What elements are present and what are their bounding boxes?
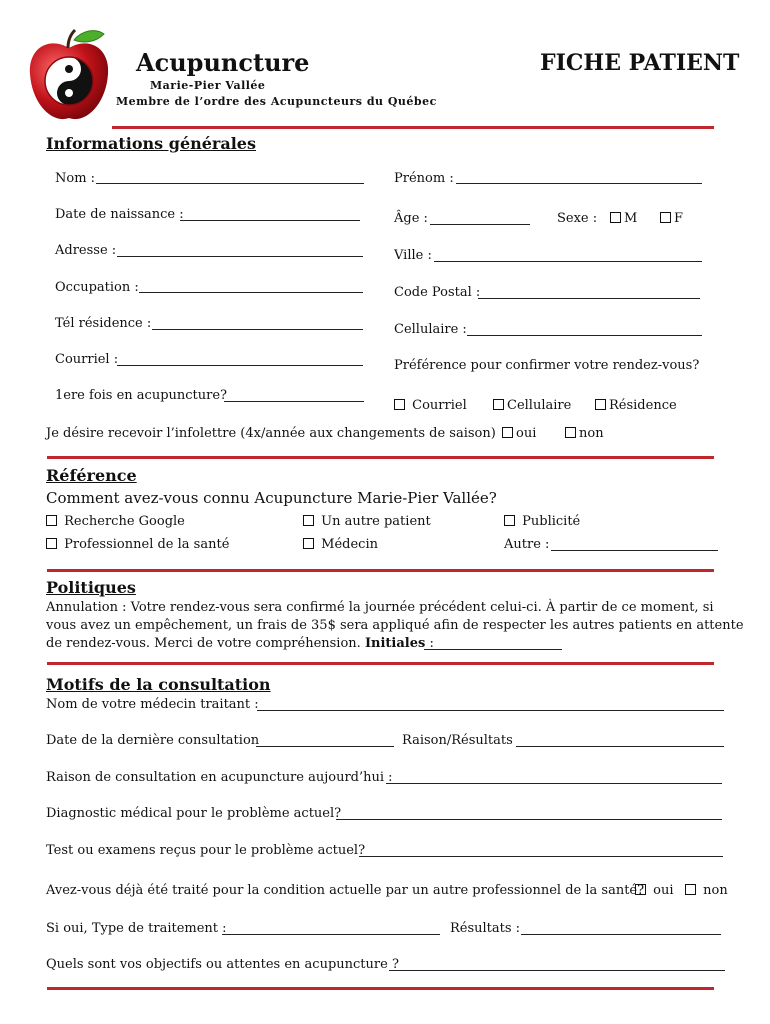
- ref-autre-patient-checkbox[interactable]: [303, 514, 431, 529]
- prenom-field[interactable]: [456, 183, 702, 184]
- diagnostic-field[interactable]: [336, 819, 722, 820]
- premiere-fois-label: 1ere fois en acupuncture?: [55, 388, 228, 403]
- pref-residence-label: Résidence: [609, 398, 677, 413]
- medecin-label: Nom de votre médecin traitant :: [46, 697, 259, 712]
- type-traitement-field[interactable]: [222, 934, 440, 935]
- resultats-field[interactable]: [521, 934, 721, 935]
- politique-line-3-wrap: [46, 636, 434, 651]
- infolettre-oui-checkbox[interactable]: [502, 426, 536, 441]
- infolettre-non-label: non: [579, 426, 604, 441]
- section-title-politiques: Politiques: [46, 578, 136, 597]
- ref-medecin-label: Médecin: [321, 537, 378, 552]
- prenom-label: Prénom :: [394, 171, 454, 186]
- ref-publicite-label: Publicité: [522, 514, 581, 529]
- adresse-field[interactable]: [117, 256, 363, 257]
- section-divider: [47, 662, 714, 665]
- raison-resultats-label: Raison/Résultats: [402, 733, 513, 748]
- politique-line-1: Annulation : Votre rendez-vous sera confirmé la journée précédent celui-ci. À partir de ce moment, si: [46, 600, 714, 615]
- ref-autre-field[interactable]: [551, 550, 718, 551]
- politique-line-2: vous avez un empêchement, un frais de 35$ sera appliqué afin de respecter les autres patients en attente: [46, 618, 744, 633]
- section-divider: [47, 569, 714, 572]
- type-traitement-label: Si oui, Type de traitement :: [46, 921, 227, 936]
- medecin-field[interactable]: [257, 710, 724, 711]
- naissance-field[interactable]: [180, 220, 360, 221]
- section-title-reference: Référence: [46, 466, 137, 485]
- objectifs-label: Quels sont vos objectifs ou attentes en acupuncture ?: [46, 957, 399, 972]
- ref-professionnel-checkbox[interactable]: [46, 537, 229, 552]
- cellulaire-label: Cellulaire :: [394, 322, 467, 337]
- sexe-label: Sexe :: [557, 211, 598, 226]
- cellulaire-field[interactable]: [467, 335, 702, 336]
- age-field[interactable]: [430, 224, 530, 225]
- pref-cellulaire-label: Cellulaire: [507, 398, 572, 413]
- tel-residence-label: Tél résidence :: [55, 316, 152, 331]
- infolettre-label: Je désire recevoir l’infolettre (4x/année aux changements de saison): [46, 426, 496, 441]
- traite-oui-label: oui: [653, 883, 674, 898]
- sexe-f-label: F: [674, 211, 684, 226]
- occupation-label: Occupation :: [55, 280, 139, 295]
- infolettre-non-checkbox[interactable]: [565, 426, 604, 441]
- ville-label: Ville :: [394, 248, 432, 263]
- code-postal-label: Code Postal :: [394, 285, 481, 300]
- pref-courriel-label: Courriel: [412, 398, 467, 413]
- pref-cellulaire-checkbox[interactable]: [493, 398, 571, 413]
- brand-title: Acupuncture: [136, 48, 310, 77]
- sexe-m-label: M: [624, 211, 638, 226]
- pref-courriel-checkbox[interactable]: [394, 398, 467, 413]
- ref-professionnel-label: Professionnel de la santé: [64, 537, 230, 552]
- traite-non-checkbox[interactable]: [685, 883, 728, 898]
- practitioner-name: Marie-Pier Vallée: [150, 79, 266, 92]
- ref-publicite-checkbox[interactable]: [504, 514, 580, 529]
- traite-oui-checkbox[interactable]: [635, 883, 674, 898]
- traite-non-label: non: [703, 883, 728, 898]
- diagnostic-label: Diagnostic médical pour le problème actuel?: [46, 806, 342, 821]
- age-label: Âge :: [394, 211, 428, 226]
- resultats-label: Résultats :: [450, 921, 521, 936]
- sexe-f-checkbox[interactable]: [660, 211, 683, 226]
- initiales-colon: :: [425, 636, 434, 651]
- raison-resultats-field[interactable]: [516, 746, 724, 747]
- initiales-field[interactable]: [424, 649, 562, 650]
- infolettre-oui-label: oui: [516, 426, 537, 441]
- preference-label: Préférence pour confirmer votre rendez-vous?: [394, 358, 700, 373]
- section-title-general: Informations générales: [46, 134, 256, 153]
- test-field[interactable]: [359, 856, 723, 857]
- sexe-m-checkbox[interactable]: [610, 211, 637, 226]
- reference-question: Comment avez-vous connu Acupuncture Marie-Pier Vallée?: [46, 489, 497, 507]
- apple-yinyang-logo: [24, 26, 114, 126]
- objectifs-field[interactable]: [389, 970, 725, 971]
- derniere-consultation-field[interactable]: [256, 746, 394, 747]
- raison-acupuncture-label: Raison de consultation en acupuncture aujourd’hui :: [46, 770, 393, 785]
- ville-field[interactable]: [434, 261, 702, 262]
- raison-acupuncture-field[interactable]: [386, 783, 722, 784]
- adresse-label: Adresse :: [55, 243, 117, 258]
- section-title-motifs: Motifs de la consultation: [46, 675, 271, 694]
- nom-field[interactable]: [96, 183, 364, 184]
- ref-medecin-checkbox[interactable]: [303, 537, 378, 552]
- pref-residence-checkbox[interactable]: [595, 398, 677, 413]
- courriel-label: Courriel :: [55, 352, 119, 367]
- premiere-fois-field[interactable]: [224, 401, 364, 402]
- traite-label: Avez-vous déjà été traité pour la condition actuelle par un autre professionnel de la santé?: [46, 883, 645, 898]
- ref-autre-label: Autre :: [504, 537, 550, 552]
- occupation-field[interactable]: [139, 292, 363, 293]
- derniere-consultation-label: Date de la dernière consultation: [46, 733, 260, 748]
- courriel-field[interactable]: [117, 365, 363, 366]
- naissance-label: Date de naissance :: [55, 207, 184, 222]
- ref-google-checkbox[interactable]: [46, 514, 185, 529]
- tel-residence-field[interactable]: [152, 329, 363, 330]
- test-label: Test ou examens reçus pour le problème actuel?: [46, 843, 366, 858]
- ref-autre-patient-label: Un autre patient: [321, 514, 431, 529]
- form-title: FICHE PATIENT: [540, 50, 740, 76]
- section-divider: [47, 987, 714, 990]
- section-divider: [47, 456, 714, 459]
- initiales-label: Initiales: [364, 636, 426, 651]
- nom-label: Nom :: [55, 171, 96, 186]
- membership-text: Membre de l’ordre des Acupuncteurs du Québec: [116, 95, 437, 108]
- header-rule: [112, 126, 714, 129]
- ref-google-label: Recherche Google: [64, 514, 185, 529]
- code-postal-field[interactable]: [478, 298, 700, 299]
- politique-line-3: de rendez-vous. Merci de votre compréhension.: [46, 636, 361, 651]
